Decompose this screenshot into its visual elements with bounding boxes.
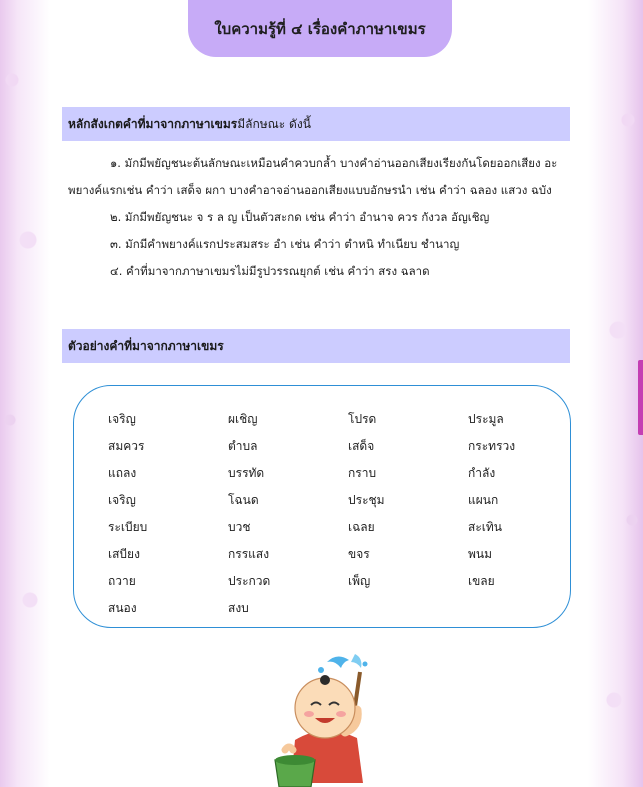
word: พนม bbox=[468, 547, 493, 561]
word: ผเชิญ bbox=[228, 412, 258, 426]
word: เฉลย bbox=[348, 520, 375, 534]
section-heading-bold: หลักสังเกตคำที่มาจากภาษาเขมร bbox=[68, 116, 238, 131]
word: กระทรวง bbox=[468, 439, 516, 453]
word: เพ็ญ bbox=[348, 574, 371, 588]
word: ระเบียบ bbox=[108, 520, 148, 534]
word: กำลัง bbox=[468, 466, 496, 480]
section-heading-principles bbox=[62, 107, 570, 141]
word: ประชุม bbox=[348, 493, 385, 507]
page-title: ใบความรู้ที่ ๔ เรื่องคำภาษาเขมร bbox=[214, 19, 426, 38]
section-heading-rest: มีลักษณะ ดังนี้ bbox=[237, 116, 311, 131]
page-edge-tab bbox=[638, 360, 643, 435]
word: เขลย bbox=[468, 574, 495, 588]
word: ขจร bbox=[348, 547, 370, 561]
cartoon-child-illustration bbox=[265, 650, 385, 787]
word: แถลง bbox=[108, 466, 137, 480]
word: เจริญ bbox=[108, 412, 136, 426]
word: บรรทัด bbox=[228, 466, 265, 480]
word: สมควร bbox=[108, 439, 145, 453]
word: เจริญ bbox=[108, 493, 136, 507]
decorative-left-border bbox=[0, 0, 50, 787]
word: บวช bbox=[228, 520, 251, 534]
section-heading-examples bbox=[62, 329, 570, 363]
word: สนอง bbox=[108, 601, 137, 615]
principle-line-2: ๒. มักมีพยัญชนะ จ ร ล ญ เป็นตัวสะกด เช่น คำว่า อำนาจ ควร กังวล อัญเชิญ bbox=[110, 210, 490, 224]
example-words-box bbox=[73, 385, 571, 628]
word: กรรแสง bbox=[228, 547, 270, 561]
word: สะเทิน bbox=[468, 520, 502, 534]
word: แผนก bbox=[468, 493, 499, 507]
principle-line-4: ๔. คำที่มาจากภาษาเขมรไม่มีรูปวรรณยุกต์ เช่น คำว่า สรง ฉลาด bbox=[110, 264, 430, 278]
section-heading-examples-text: ตัวอย่างคำที่มาจากภาษาเขมร bbox=[68, 338, 224, 353]
principle-line-1-cont: พยางค์แรกเช่น คำว่า เสด็จ ผกา บางคำอาจอ่านออกเสียงแบบอักษรนำ เช่น คำว่า ฉลอง แสวง ฉบัง bbox=[68, 183, 552, 197]
decorative-right-border bbox=[588, 0, 643, 787]
word: โฉนด bbox=[228, 493, 259, 507]
word: ประมูล bbox=[468, 412, 504, 426]
word: กราบ bbox=[348, 466, 377, 480]
principle-line-3: ๓. มักมีคำพยางค์แรกประสมสระ อำ เช่น คำว่า ตำหนิ ทำเนียบ ชำนาญ bbox=[110, 237, 460, 251]
principle-line-1: ๑. มักมีพยัญชนะต้นลักษณะเหมือนคำควบกล้ำ บางคำอ่านออกเสียงเรียงกันโดยออกเสียง อะ bbox=[110, 156, 558, 170]
word: ถวาย bbox=[108, 574, 136, 588]
title-tab bbox=[188, 0, 452, 57]
word: ประกวด bbox=[228, 574, 271, 588]
word: สงบ bbox=[228, 601, 249, 615]
word: เสบียง bbox=[108, 547, 140, 561]
word: ตำบล bbox=[228, 439, 258, 453]
word: เสด็จ bbox=[348, 439, 375, 453]
word: โปรด bbox=[348, 412, 377, 426]
